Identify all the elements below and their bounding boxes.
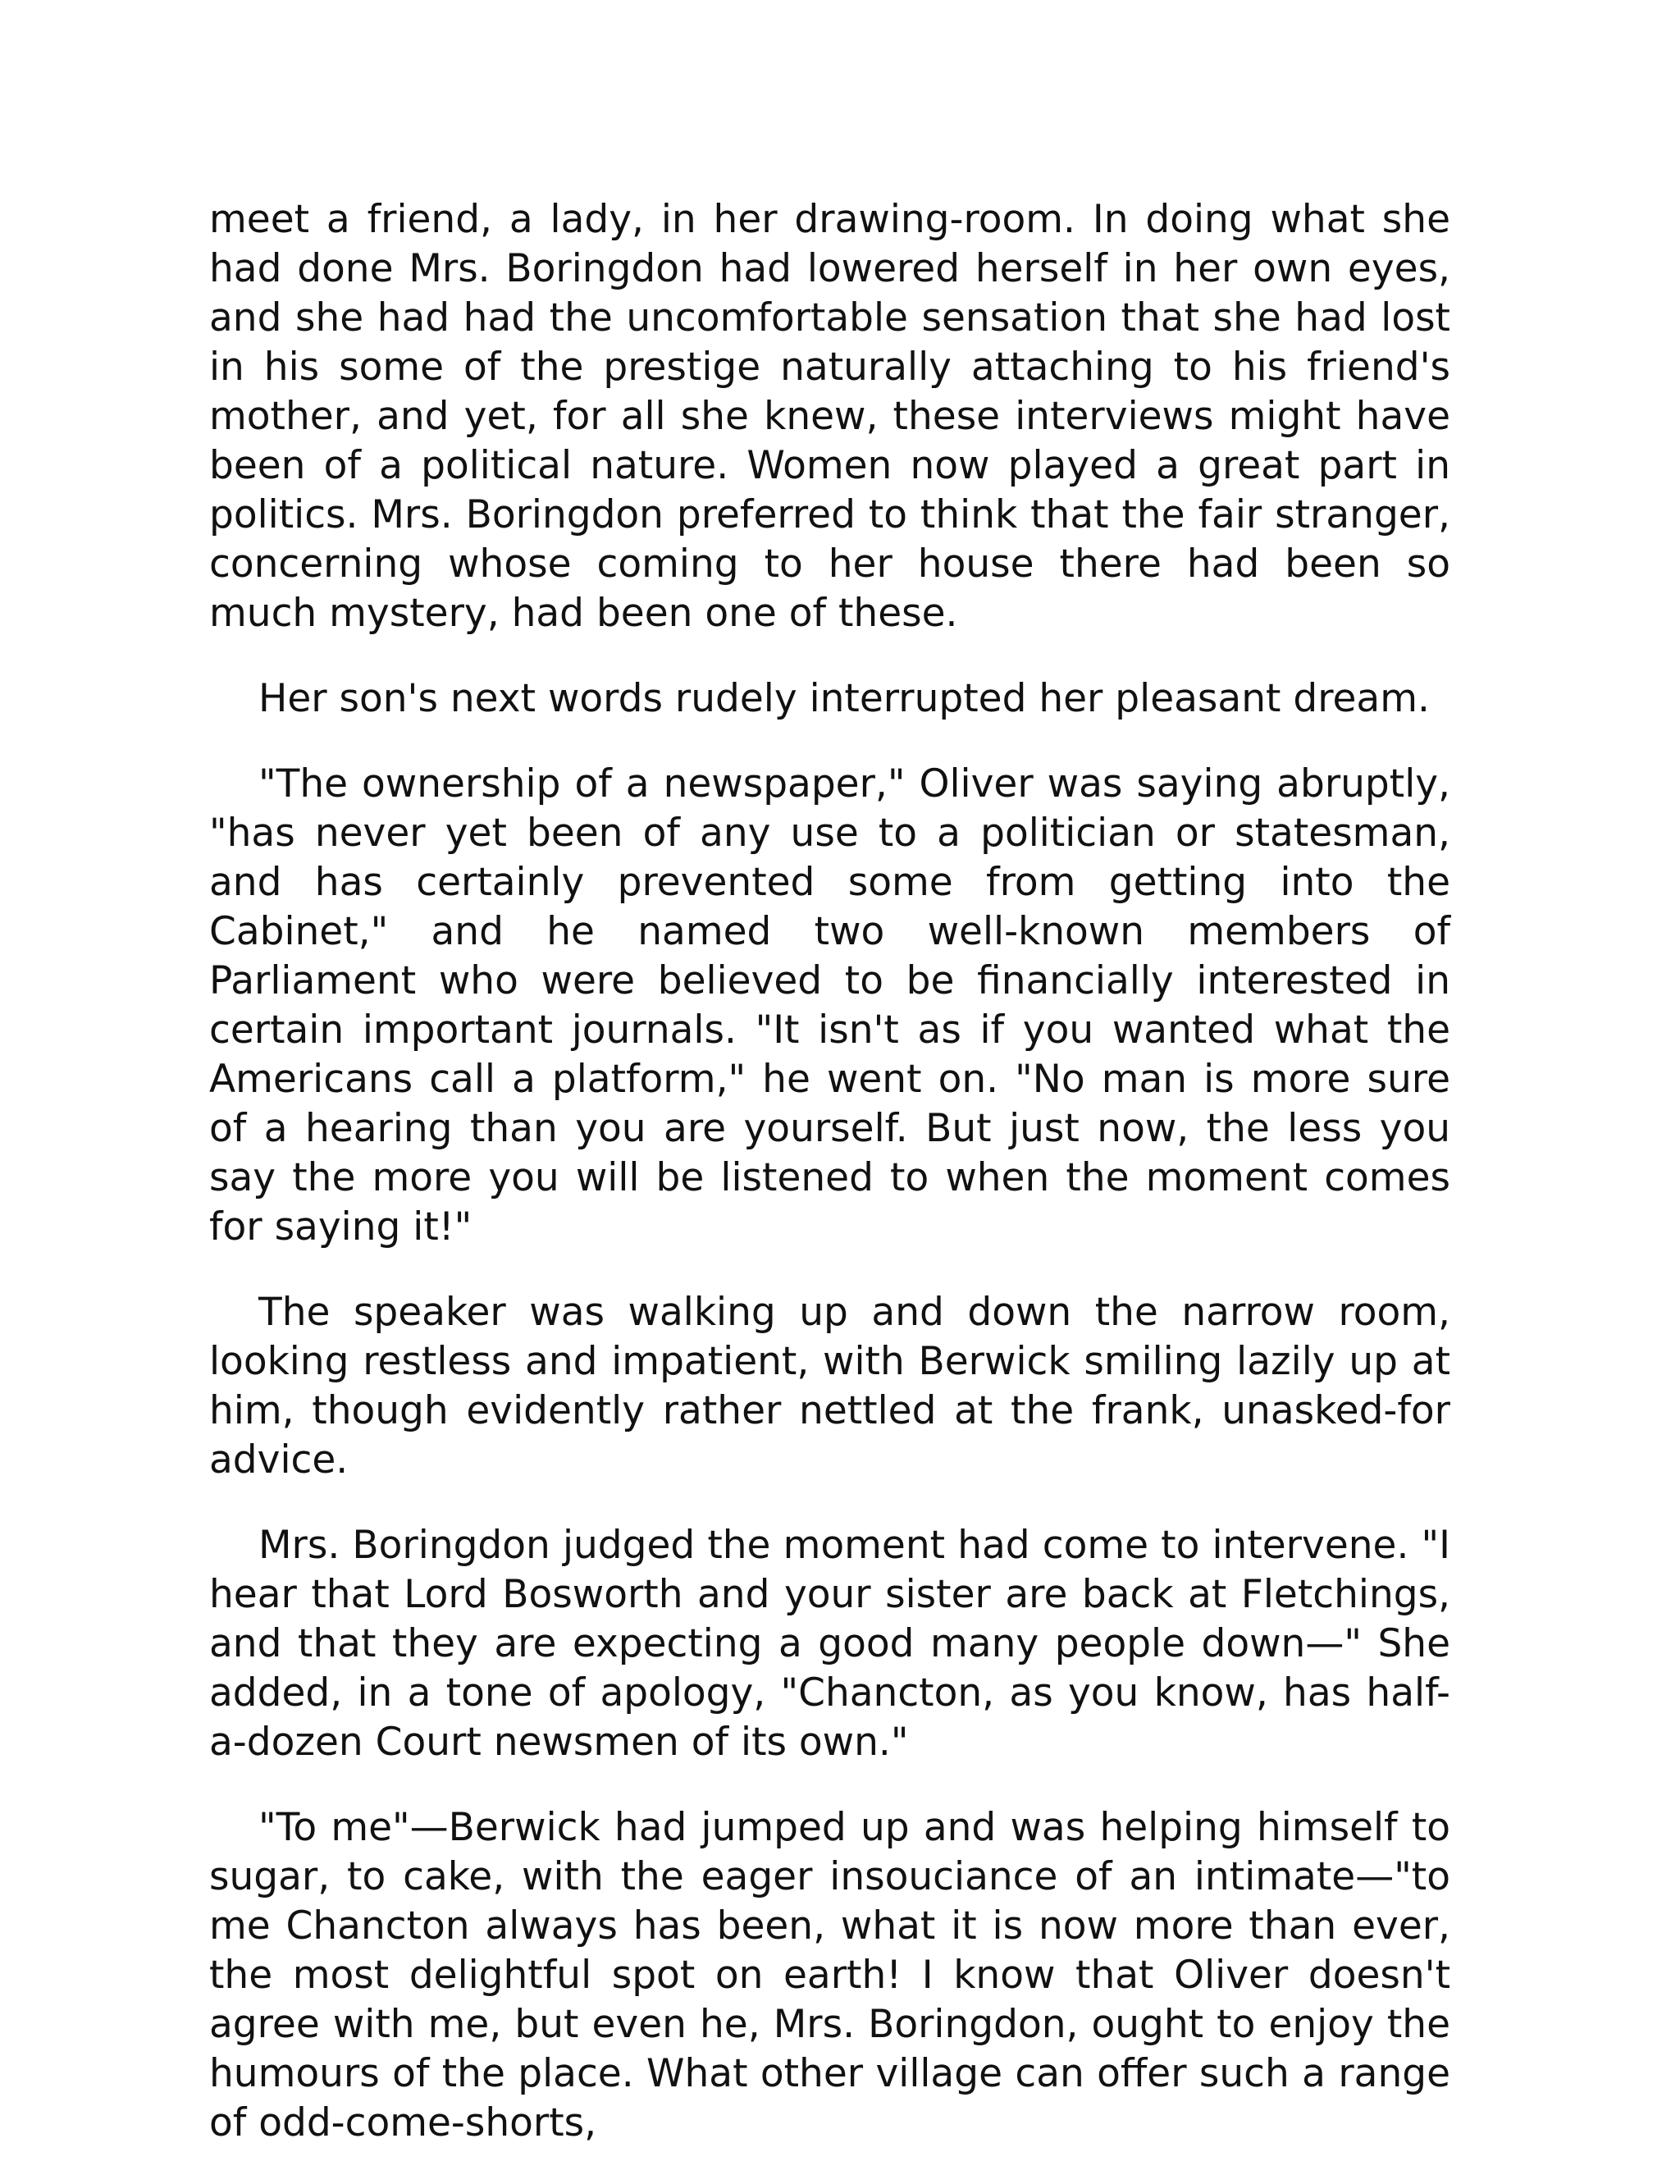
paragraph: "The ownership of a newspaper," Oliver was saying abruptly, "has never yet been of any use to a politician or statesman, and has certainly prevented some from getting into the Cabinet," and he named two well-known members of Parliament who were believed to be financially interested in certain important journals. "It isn't as if you wanted what the Americans call a platform," he went on. "No man is more sure of a hearing than you are yourself. But just now, the less you say the more you will be listened to when the moment comes for saying it!" [209,761,1450,1250]
paragraph: "To me"—Berwick had jumped up and was helping himself to sugar, to cake, with the eager insouciance of an intimate—"to me Chancton always has been, what it is now more than ever, the most delightful spot on earth! I know that Oliver doesn't agree with me, but even he, Mrs. Boringdon, ought to enjoy the humours of the place. What other village can offer such a range of odd-come-shorts, [209,1805,1450,2145]
paragraph: The speaker was walking up and down the narrow room, looking restless and impatient, with Berwick smiling lazily up at him, though evidently rather nettled at the frank, unasked-for advice. [209,1290,1450,1483]
paragraph-continued: meet a friend, a lady, in her drawing-room. In doing what she had done Mrs. Boringdon had lowered herself in her own eyes, and she had had the uncomfortable sensation that she had lost in his some of the prestige naturally attaching to his friend's mother, and yet, for all she knew, these interviews might have been of a political nature. Women now played a great part in politics. Mrs. Boringdon preferred to think that the fair stranger, concerning whose coming to her house there had been so much mystery, had been one of these. [209,197,1450,636]
paragraph: Her son's next words rudely interrupted her pleasant dream. [258,676,1430,721]
paragraph: Mrs. Boringdon judged the moment had come to intervene. "I hear that Lord Bosworth and your sister are back at Fletchings, and that they are expecting a good many people down—" She added, in a tone of apology, "Chancton, as you know, has half-a-dozen Court newsmen of its own." [209,1523,1450,1765]
book-page [209,195,1450,2184]
